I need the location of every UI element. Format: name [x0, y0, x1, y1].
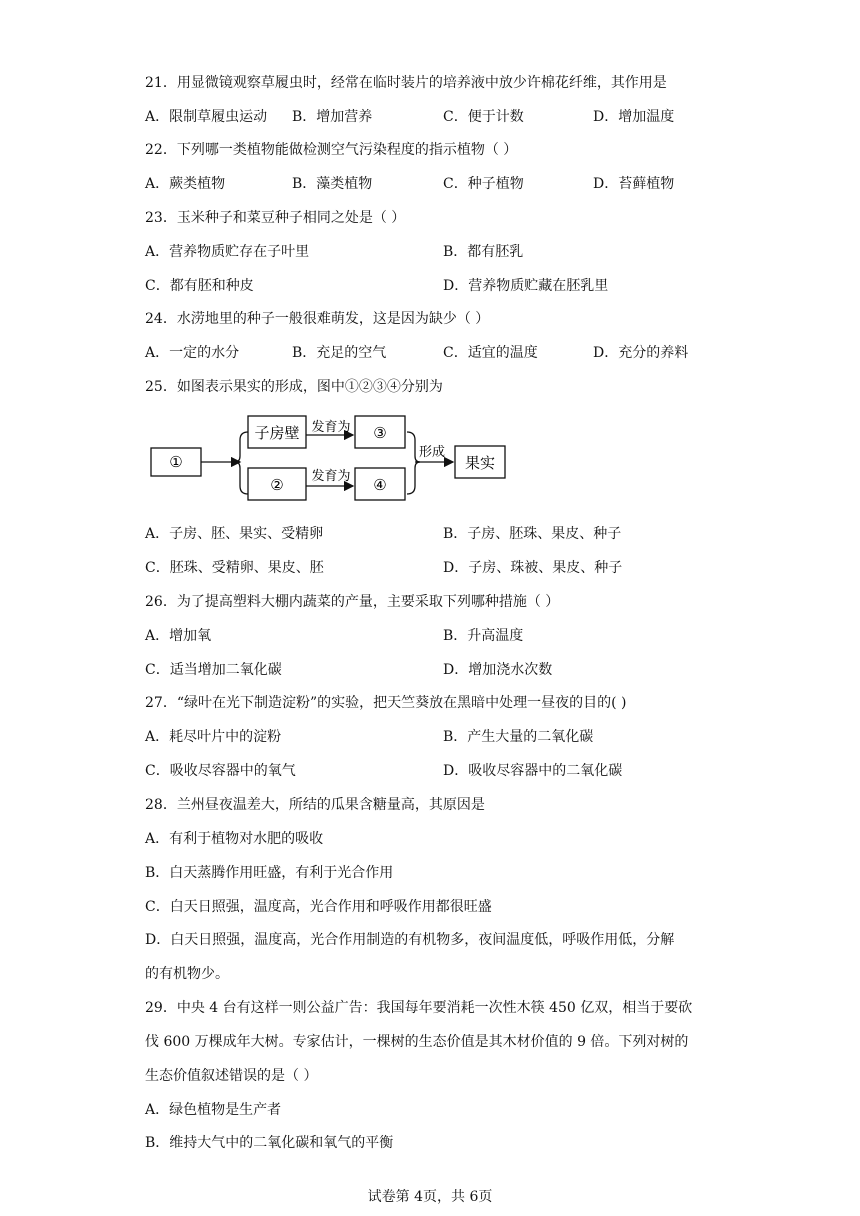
question-25-option-b: B．子房、胚珠、果皮、种子 [443, 526, 622, 542]
question-23-option-c: C．都有胚和种皮 [145, 278, 254, 294]
question-29-stem-line-3: 生态价值叙述错误的是（ ） [145, 1068, 318, 1084]
question-21-option-b: B．增加营养 [292, 109, 373, 125]
question-22-option-d: D．苔藓植物 [593, 176, 675, 192]
page-footer: 试卷第 4页，共 6页 [367, 1189, 493, 1205]
question-27-option-d: D．吸收尽容器中的二氧化碳 [443, 763, 623, 779]
question-28-option-c: C．白天日照强，温度高，光合作用和呼吸作用都很旺盛 [145, 899, 492, 915]
question-28-option-a: A．有利于植物对水肥的吸收 [145, 831, 324, 847]
question-26-option-d: D．增加浇水次数 [443, 662, 553, 678]
question-26-option-b: B．升高温度 [443, 628, 524, 644]
question-27-option-b: B．产生大量的二氧化碳 [443, 729, 594, 745]
question-25-stem: 25．如图表示果实的形成，图中①②③④分别为 [145, 379, 443, 395]
diagram-label-4: ④ [373, 476, 387, 494]
question-21-stem: 21．用显微镜观察草履虫时，经常在临时装片的培养液中放少许棉花纤维，其作用是 [145, 75, 667, 91]
question-25-option-c: C．胚珠、受精卵、果皮、胚 [145, 560, 324, 576]
diagram-text-develop-bottom: 发育为 [311, 469, 351, 484]
question-29-option-a: A．绿色植物是生产者 [145, 1102, 282, 1118]
question-24-option-b: B．充足的空气 [292, 345, 387, 361]
diagram-left-brace [235, 432, 248, 494]
diagram-right-brace [407, 432, 420, 494]
diagram-label-1: ① [169, 453, 183, 471]
question-27-option-c: C．吸收尽容器中的氧气 [145, 763, 296, 779]
question-29-option-b: B．维持大气中的二氧化碳和氧气的平衡 [145, 1135, 394, 1151]
question-28-stem: 28．兰州昼夜温差大，所结的瓜果含糖量高，其原因是 [145, 797, 485, 813]
question-23-option-d: D．营养物质贮藏在胚乳里 [443, 278, 609, 294]
question-25-option-a: A．子房、胚、果实、受精卵 [145, 526, 324, 542]
question-24-option-d: D．充分的养料 [593, 345, 689, 361]
question-22-option-c: C．种子植物 [443, 176, 524, 192]
question-28-option-d-continued: 的有机物少。 [145, 966, 229, 982]
question-26-stem: 26．为了提高塑料大棚内蔬菜的产量，主要采取下列哪种措施（ ） [145, 594, 560, 610]
question-23-option-b: B．都有胚乳 [443, 244, 524, 260]
question-22-option-b: B．藻类植物 [292, 176, 373, 192]
question-22-stem: 22．下列哪一类植物能做检测空气污染程度的指示植物（ ） [145, 142, 518, 158]
diagram-label-2: ② [270, 476, 284, 494]
question-27-stem: 27．“绿叶在光下制造淀粉”的实验，把天竺葵放在黑暗中处理一昼夜的目的( ) [145, 695, 627, 711]
question-25-option-d: D．子房、珠被、果皮、种子 [443, 560, 623, 576]
question-29-stem-line-1: 29．中央 4 台有这样一则公益广告：我国每年要消耗一次性木筷 450 亿双，相当于要砍 [145, 1000, 693, 1016]
question-22-option-a: A．蕨类植物 [145, 176, 226, 192]
question-26-option-c: C．适当增加二氧化碳 [145, 662, 282, 678]
diagram-text-develop-top: 发育为 [311, 420, 351, 435]
question-28-option-d: D．白天日照强，温度高，光合作用制造的有机物多，夜间温度低，呼吸作用低，分解 [145, 932, 675, 948]
diagram-text-form: 形成 [418, 445, 446, 460]
question-21-option-c: C．便于计数 [443, 109, 524, 125]
diagram-label-fruit: 果实 [464, 454, 496, 472]
question-21-option-d: D．增加温度 [593, 109, 675, 125]
question-27-option-a: A．耗尽叶片中的淀粉 [145, 729, 282, 745]
question-29-stem-line-2: 伐 600 万棵成年大树。专家估计，一棵树的生态价值是其木材价值的 9 倍。下列对树的 [145, 1034, 689, 1050]
question-24-stem: 24．水涝地里的种子一般很难萌发，这是因为缺少（ ） [145, 311, 490, 327]
question-23-stem: 23．玉米种子和菜豆种子相同之处是（ ） [145, 210, 406, 226]
question-24-option-a: A．一定的水分 [145, 345, 240, 361]
question-23-option-a: A．营养物质贮存在子叶里 [145, 244, 310, 260]
fruit-formation-diagram [145, 410, 525, 510]
question-24-option-c: C．适宜的温度 [443, 345, 538, 361]
question-28-option-b: B．白天蒸腾作用旺盛，有利于光合作用 [145, 865, 394, 881]
question-26-option-a: A．增加氧 [145, 628, 212, 644]
diagram-label-ovary-wall: 子房壁 [254, 424, 300, 442]
question-21-option-a: A．限制草履虫运动 [145, 109, 268, 125]
diagram-label-3: ③ [373, 424, 387, 442]
